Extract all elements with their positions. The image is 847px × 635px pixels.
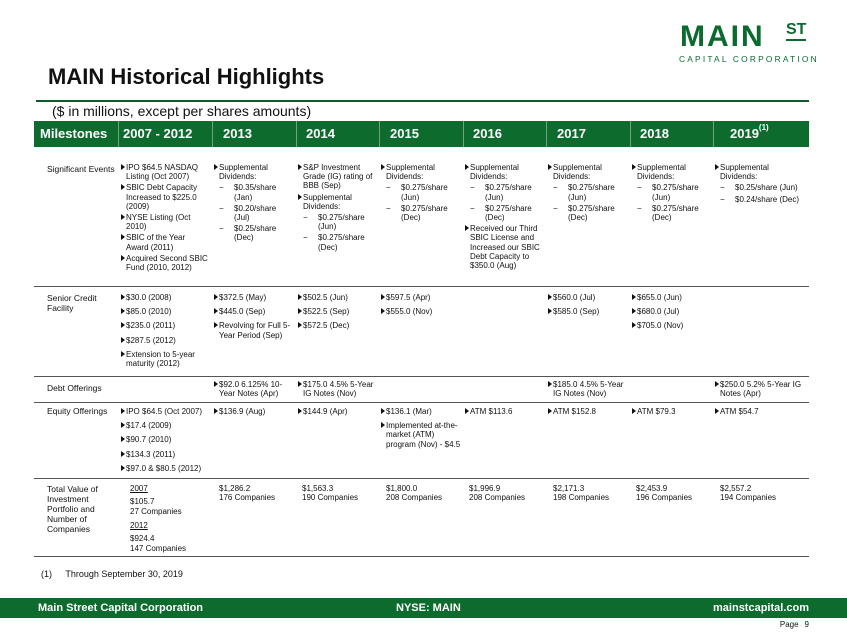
- highlights-table: [34, 121, 809, 557]
- list-item: ATM $79.3: [632, 407, 712, 416]
- events-2016: [465, 163, 545, 272]
- list-item: ATM $54.7: [715, 407, 805, 416]
- header-2017: 2017: [557, 126, 586, 141]
- list-item: $17.4 (2009): [121, 421, 211, 430]
- credit-2014: [298, 293, 378, 333]
- list-item: $144.9 (Apr): [298, 407, 378, 416]
- row-label-total-value: Total Value of Investment Portfolio and Number of Companies: [47, 484, 98, 534]
- equity-2007-2012: [121, 407, 211, 475]
- header-2019: [726, 121, 769, 147]
- events-2019: [715, 163, 805, 206]
- title-divider: [36, 100, 809, 102]
- total-value-2007: $105.7: [130, 497, 155, 507]
- credit-2018: [632, 293, 712, 333]
- list-item: $134.3 (2011): [121, 450, 211, 459]
- list-item: $136.1 (Mar): [381, 407, 461, 416]
- debt-2019: [715, 380, 807, 400]
- list-item: $555.0 (Nov): [381, 307, 461, 316]
- list-item: Supplemental Dividends:: [632, 163, 712, 181]
- page-num: 9: [804, 620, 809, 629]
- total-companies: 176 Companies: [219, 493, 276, 503]
- list-item: $235.0 (2011): [121, 321, 209, 330]
- footer-company: Main Street Capital Corporation: [38, 602, 204, 614]
- list-item: $30.0 (2008): [121, 293, 209, 302]
- list-item: IPO $64.5 (Oct 2007): [121, 407, 211, 416]
- list-item: $680.0 (Jul): [632, 307, 712, 316]
- list-item: Implemented at-the-market (ATM) program (Nov) - $4.5: [381, 421, 461, 449]
- list-item: $185.0 4.5% 5-Year IG Notes (Nov): [548, 380, 628, 398]
- total-companies: 196 Companies: [636, 493, 693, 503]
- total-value: $1,563.3: [302, 484, 334, 493]
- page-title: MAIN Historical Highlights: [48, 64, 325, 89]
- total-2014: [302, 484, 378, 502]
- list-item: Supplemental Dividends:: [214, 163, 294, 181]
- credit-2017: [548, 293, 628, 318]
- list-item: Acquired Second SBIC Fund (2010, 2012): [121, 254, 209, 272]
- list-subitem: − $0.275/share (Jun): [298, 213, 378, 231]
- total-2015: [386, 484, 462, 502]
- list-item: Revolving for Full 5-Year Period (Sep): [214, 321, 294, 339]
- total-2007-2012: [130, 484, 210, 554]
- total-2017: [553, 484, 629, 502]
- list-item: Supplemental Dividends:: [715, 163, 805, 181]
- header-milestones: Milestones: [40, 126, 108, 141]
- header-divider: [296, 121, 297, 147]
- header-2007-2012: 2007 - 2012: [123, 126, 193, 141]
- row-divider: [34, 402, 809, 403]
- list-item: $250.0 5.2% 5-Year IG Notes (Apr): [715, 380, 807, 398]
- list-subitem: − $0.275/share (Jun): [548, 183, 628, 201]
- total-companies: 198 Companies: [553, 493, 610, 503]
- total-2018: [636, 484, 712, 502]
- header-divider: [630, 121, 631, 147]
- list-item: IPO $64.5 NASDAQ Listing (Oct 2007): [121, 163, 209, 181]
- equity-2015: [381, 407, 461, 451]
- list-item: Extension to 5-year maturity (2012): [121, 350, 209, 368]
- list-subitem: − $0.275/share (Dec): [632, 204, 712, 222]
- table-bottom-border: [34, 556, 809, 557]
- page-number: [780, 620, 809, 629]
- footnote-marker: (1): [758, 123, 769, 132]
- header-2018: 2018: [640, 126, 669, 141]
- list-item: $522.5 (Sep): [298, 307, 378, 316]
- events-2015: [381, 163, 461, 224]
- total-value: $2,557.2: [720, 484, 752, 493]
- list-item: Received our Third SBIC License and Increased our SBIC Debt Capacity to $350.0 (Aug): [465, 224, 545, 270]
- list-item: $97.0 & $80.5 (2012): [121, 464, 211, 473]
- list-item: $572.5 (Dec): [298, 321, 378, 330]
- list-subitem: − $0.24/share (Dec): [715, 195, 805, 204]
- list-item: Supplemental Dividends:: [548, 163, 628, 181]
- list-item: NYSE Listing (Oct 2010): [121, 213, 209, 231]
- equity-2016: [465, 407, 545, 418]
- row-divider: [34, 478, 809, 479]
- total-value-2012: $924.4: [130, 533, 155, 543]
- header-divider: [463, 121, 464, 147]
- credit-2015: [381, 293, 461, 318]
- list-item: Supplemental Dividends:: [465, 163, 545, 181]
- list-subitem: − $0.35/share (Jan): [214, 183, 294, 201]
- footer-ticker: NYSE: MAIN: [396, 602, 461, 614]
- footnote-text: Through September 30, 2019: [65, 569, 183, 579]
- events-2013: [214, 163, 294, 245]
- list-item: $136.9 (Aug): [214, 407, 294, 416]
- header-divider: [212, 121, 213, 147]
- header-2013: 2013: [223, 126, 252, 141]
- header-divider: [546, 121, 547, 147]
- row-label-significant-events: Significant Events: [47, 164, 115, 174]
- list-item: $705.0 (Nov): [632, 321, 712, 330]
- list-subitem: − $0.25/share (Jun): [715, 183, 805, 192]
- equity-2014: [298, 407, 378, 418]
- total-companies: 208 Companies: [469, 493, 526, 503]
- header-2014: 2014: [306, 126, 335, 141]
- total-2013: [219, 484, 295, 502]
- list-item: $372.5 (May): [214, 293, 294, 302]
- list-item: $85.0 (2010): [121, 307, 209, 316]
- logo-st-text: ST: [786, 22, 806, 41]
- list-item: $90.7 (2010): [121, 435, 211, 444]
- debt-2017: [548, 380, 628, 400]
- debt-2014: [298, 380, 378, 400]
- list-item: ATM $152.8: [548, 407, 628, 416]
- row-label-equity-offerings: Equity Offerings: [47, 406, 108, 416]
- equity-2017: [548, 407, 628, 418]
- list-subitem: − $0.275/share (Dec): [298, 233, 378, 251]
- page-label: Page: [779, 620, 799, 629]
- header-2019-label: 2019: [730, 126, 759, 141]
- main-street-logo: [676, 22, 826, 62]
- logo-subtitle: CAPITAL CORPORATION: [679, 54, 819, 64]
- list-item: $175.0 4.5% 5-Year IG Notes (Nov): [298, 380, 378, 398]
- list-item: S&P Investment Grade (IG) rating of BBB (Sep): [298, 163, 378, 191]
- list-item: SBIC Debt Capacity Increased to $225.0 (2009): [121, 183, 209, 211]
- total-year-2007: 2007: [130, 484, 148, 493]
- header-2016: 2016: [473, 126, 502, 141]
- equity-2018: [632, 407, 712, 418]
- row-divider: [34, 286, 809, 287]
- list-item: $560.0 (Jul): [548, 293, 628, 302]
- row-divider: [34, 376, 809, 377]
- events-2014: [298, 163, 378, 254]
- events-2018: [632, 163, 712, 224]
- footnote: [41, 569, 183, 579]
- total-value: $1,800.0: [386, 484, 418, 493]
- total-value: $1,996.9: [469, 484, 501, 493]
- row-label-debt-offerings: Debt Offerings: [47, 383, 102, 393]
- total-companies: 190 Companies: [302, 493, 359, 503]
- events-2007-2012: [121, 163, 209, 274]
- equity-2013: [214, 407, 294, 418]
- total-companies: 208 Companies: [386, 493, 443, 503]
- credit-2007-2012: [121, 293, 209, 370]
- list-item: $92.0 6.125% 10-Year Notes (Apr): [214, 380, 296, 398]
- list-item: $287.5 (2012): [121, 336, 209, 345]
- page-subtitle: ($ in millions, except per shares amounts): [52, 103, 312, 119]
- total-2019: [720, 484, 806, 502]
- list-subitem: − $0.275/share (Dec): [548, 204, 628, 222]
- list-subitem: − $0.275/share (Jun): [465, 183, 545, 201]
- list-subitem: − $0.275/share (Dec): [465, 204, 545, 222]
- list-item: $597.5 (Apr): [381, 293, 461, 302]
- list-item: Supplemental Dividends:: [381, 163, 461, 181]
- list-item: $655.0 (Jun): [632, 293, 712, 302]
- equity-2019: [715, 407, 805, 418]
- row-label-senior-credit-facility: Senior Credit Facility: [47, 293, 97, 313]
- events-2017: [548, 163, 628, 224]
- list-item: $585.0 (Sep): [548, 307, 628, 316]
- header-divider: [379, 121, 380, 147]
- list-subitem: − $0.275/share (Jun): [632, 183, 712, 201]
- table-header: [34, 121, 809, 147]
- list-subitem: − $0.20/share (Jul): [214, 204, 294, 222]
- credit-2013: [214, 293, 294, 342]
- header-divider: [713, 121, 714, 147]
- total-value: $1,286.2: [219, 484, 251, 493]
- list-subitem: − $0.25/share (Dec): [214, 224, 294, 242]
- list-item: $445.0 (Sep): [214, 307, 294, 316]
- footnote-number: (1): [41, 569, 52, 579]
- total-companies: 194 Companies: [720, 493, 777, 503]
- debt-2013: [214, 380, 296, 400]
- list-subitem: − $0.275/share (Dec): [381, 204, 461, 222]
- total-value: $2,453.9: [636, 484, 668, 493]
- total-companies-2007: 27 Companies: [130, 507, 182, 517]
- list-item: $502.5 (Jun): [298, 293, 378, 302]
- total-2016: [469, 484, 545, 502]
- footer-website: mainstcapital.com: [713, 602, 809, 614]
- total-value: $2,171.3: [553, 484, 585, 493]
- total-companies-2012: 147 Companies: [130, 544, 187, 554]
- header-2015: 2015: [390, 126, 419, 141]
- logo-main-text: MAIN: [680, 20, 765, 53]
- total-year-2012: 2012: [130, 520, 148, 530]
- list-item: ATM $113.6: [465, 407, 545, 416]
- list-subitem: − $0.275/share (Jun): [381, 183, 461, 201]
- list-item: SBIC of the Year Award (2011): [121, 233, 209, 251]
- list-item: Supplemental Dividends:: [298, 193, 378, 211]
- footer-bar: [0, 598, 847, 618]
